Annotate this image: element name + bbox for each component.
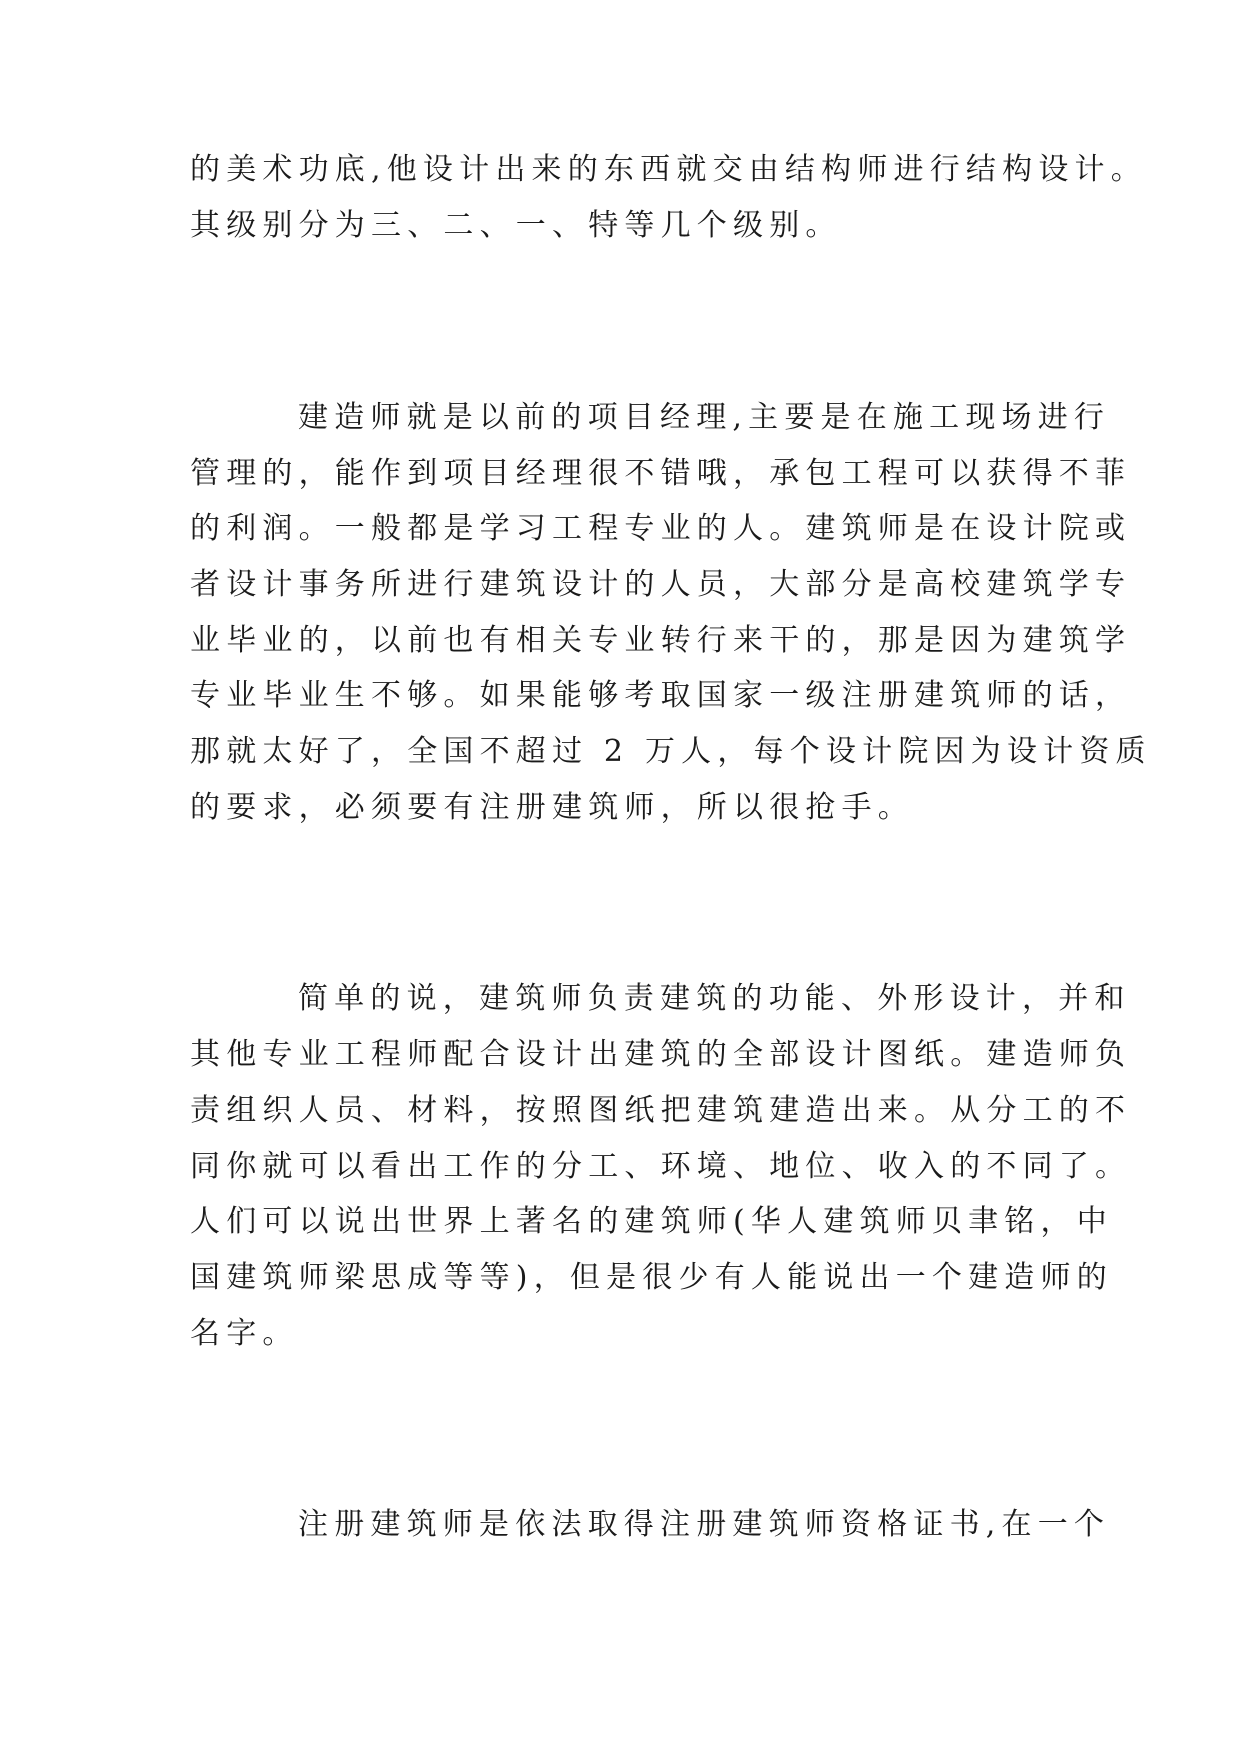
paragraph-3-line-4: 同你就可以看出工作的分工、环境、地位、收入的不同了。 — [190, 1149, 1132, 1184]
paragraph-3-line-2: 其他专业工程师配合设计出建筑的全部设计图纸。建造师负 — [190, 1037, 1132, 1072]
paragraph-3-line-5: 人们可以说出世界上著名的建筑师(华人建筑师贝聿铭，中 — [190, 1204, 1113, 1239]
paragraph-4-line-1: 注册建筑师是依法取得注册建筑师资格证书,在一个 — [298, 1507, 1111, 1542]
paragraph-3-line-6: 国建筑师梁思成等等)，但是很少有人能说出一个建造师的 — [190, 1260, 1113, 1295]
paragraph-2-line-5: 业毕业的，以前也有相关专业转行来干的，那是因为建筑学 — [190, 623, 1132, 658]
paragraph-2-line-3: 的利润。一般都是学习工程专业的人。建筑师是在设计院或 — [190, 511, 1132, 546]
paragraph-1-line-2: 其级别分为三、二、一、特等几个级别。 — [190, 208, 842, 243]
paragraph-3-line-3: 责组织人员、材料，按照图纸把建筑建造出来。从分工的不 — [190, 1093, 1132, 1128]
paragraph-2-line-8: 的要求，必须要有注册建筑师，所以很抢手。 — [190, 790, 914, 825]
paragraph-1-line-1: 的美术功底,他设计出来的东西就交由结构师进行结构设计。 — [190, 152, 1147, 187]
paragraph-2-line-2: 管理的，能作到项目经理很不错哦，承包工程可以获得不菲 — [190, 456, 1132, 491]
paragraph-3-line-7: 名字。 — [190, 1316, 299, 1351]
paragraph-2-line-6: 专业毕业生不够。如果能够考取国家一级注册建筑师的话， — [190, 678, 1132, 713]
paragraph-2-line-1: 建造师就是以前的项目经理,主要是在施工现场进行 — [298, 400, 1111, 435]
paragraph-2-line-7: 那就太好了，全国不超过 2 万人，每个设计院因为设计资质 — [190, 734, 1152, 769]
paragraph-2-line-4: 者设计事务所进行建筑设计的人员，大部分是高校建筑学专 — [190, 567, 1132, 602]
paragraph-3-line-1: 简单的说，建筑师负责建筑的功能、外形设计，并和 — [298, 981, 1131, 1016]
